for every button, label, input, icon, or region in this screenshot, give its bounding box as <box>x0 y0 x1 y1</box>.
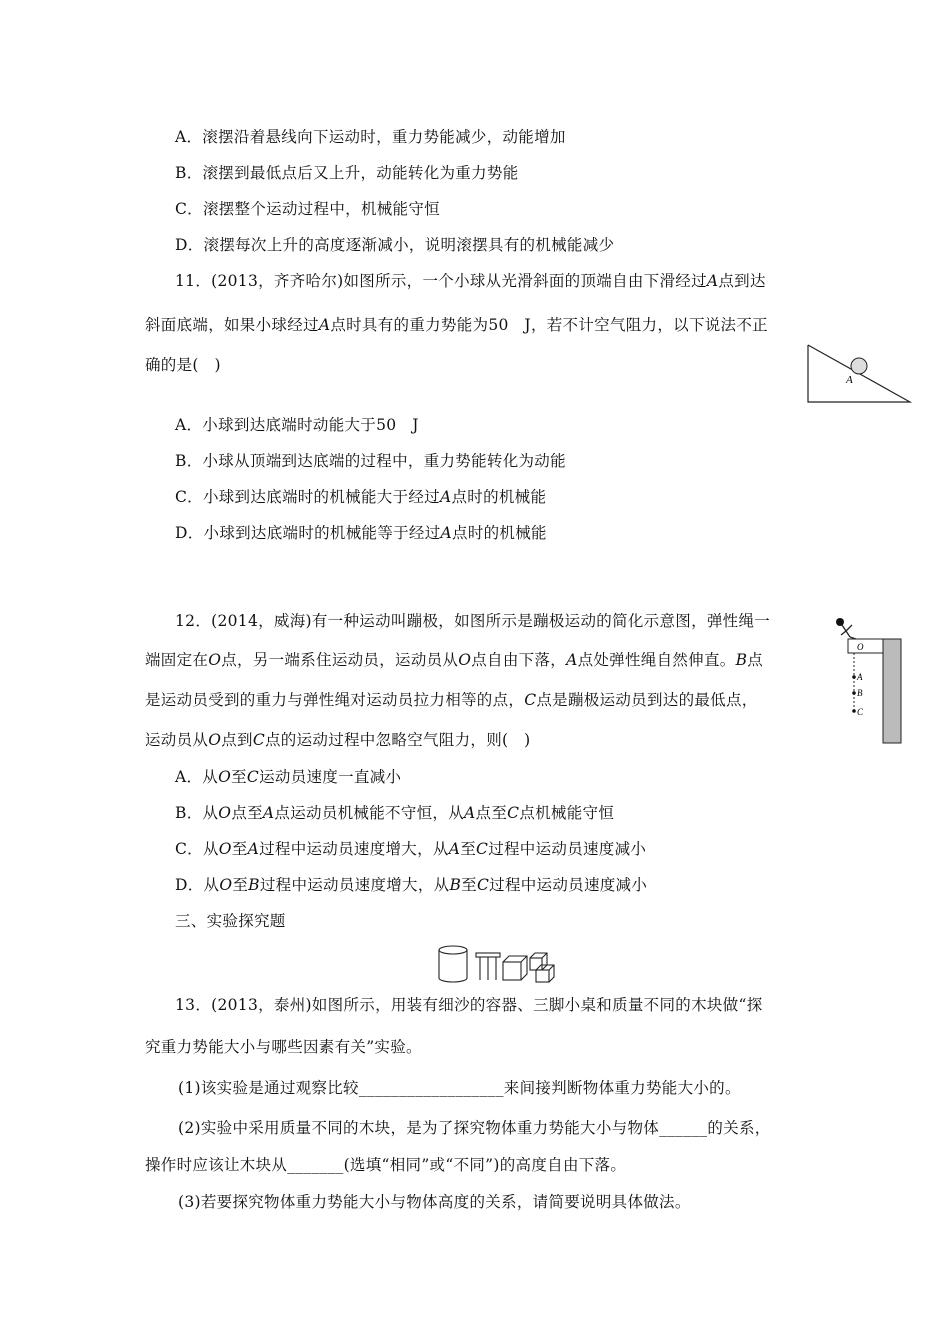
q12-stem-line2: 端固定在O点，另一端系住运动员，运动员从O点自由下落，A点处弹性绳自然伸直。B点 <box>145 651 764 669</box>
q10-option-a: A．滚摆沿着悬线向下运动时，重力势能减少，动能增加 <box>175 128 566 146</box>
bungee-label-a: A <box>857 672 863 682</box>
q12-option-d: D．从O至B过程中运动员速度增大，从B至C过程中运动员速度减小 <box>175 876 648 894</box>
q10-option-c: C．滚摆整个运动过程中，机械能守恒 <box>175 200 440 218</box>
q11-stem-line2: 斜面底端，如果小球经过A点时具有的重力势能为50 J，若不计空气阻力，以下说法不正 <box>145 316 768 334</box>
q12-option-b: B．从O点至A点运动员机械能不守恒，从A点至C点机械能守恒 <box>175 804 615 822</box>
q10-option-d: D．滚摆每次上升的高度逐渐减小，说明滚摆具有的机械能减少 <box>175 236 615 254</box>
q13-part2-blank2[interactable]: _______ <box>287 1156 344 1174</box>
bungee-label-o: O <box>857 642 864 652</box>
section-heading: 三、实验探究题 <box>175 912 286 930</box>
bungee-label-c: C <box>857 707 864 717</box>
q12-stem-line3: 是运动员受到的重力与弹性绳对运动员拉力相等的点，C点是蹦极运动员到达的最低点， <box>145 691 758 709</box>
q13-part2-line2: 操作时应该让木块从_______(选填“相同”或“不同”)的高度自由下落。 <box>145 1156 627 1174</box>
q13-stem-line1: 13．(2013，泰州)如图所示，用装有细沙的容器、三脚小桌和质量不同的木块做“探 <box>175 996 763 1014</box>
apparatus-figure <box>436 940 560 986</box>
bungee-label-b: B <box>857 688 863 698</box>
q13-part3: (3)若要探究物体重力势能大小与物体高度的关系，请简要说明具体做法。 <box>178 1193 691 1211</box>
q11-option-b: B．小球从顶端到达底端的过程中，重力势能转化为动能 <box>175 452 566 470</box>
q11-stem-line1: 11．(2013，齐齐哈尔)如图所示，一个小球从光滑斜面的顶端自由下滑经过A点到达 <box>175 272 766 290</box>
bungee-figure <box>832 615 907 747</box>
q13-part1: (1)该实验是通过观察比较__________________来间接判断物体重力势能大小的。 <box>178 1079 741 1097</box>
q12-stem-line1: 12．(2014，威海)有一种运动叫蹦极，如图所示是蹦极运动的简化示意图，弹性绳一 <box>175 612 771 630</box>
q13-part2-blank[interactable]: ______ <box>659 1119 708 1137</box>
q11-stem-line3: 确的是( ) <box>145 356 221 374</box>
q12-option-c: C．从O至A过程中运动员速度增大，从A至C过程中运动员速度减小 <box>175 840 647 858</box>
incline-label-a: A <box>846 374 853 386</box>
q11-option-c: C．小球到达底端时的机械能大于经过A点时的机械能 <box>175 488 547 506</box>
q13-part1-blank[interactable]: __________________ <box>358 1079 504 1097</box>
q13-part2: (2)实验中采用质量不同的木块，是为了探究物体重力势能大小与物体______的关系， <box>178 1119 771 1137</box>
q11-option-a: A．小球到达底端时动能大于50 J <box>175 416 419 434</box>
incline-figure <box>800 340 915 410</box>
q12-stem-line4: 运动员从O点到C点的运动过程中忽略空气阻力，则( ) <box>145 731 531 749</box>
q10-option-b: B．滚摆到最低点后又上升，动能转化为重力势能 <box>175 164 519 182</box>
q13-stem-line2: 究重力势能大小与哪些因素有关”实验。 <box>145 1038 422 1056</box>
q11-option-d: D．小球到达底端时的机械能等于经过A点时的机械能 <box>175 524 547 542</box>
q12-option-a: A．从O至C运动员速度一直减小 <box>175 768 402 786</box>
